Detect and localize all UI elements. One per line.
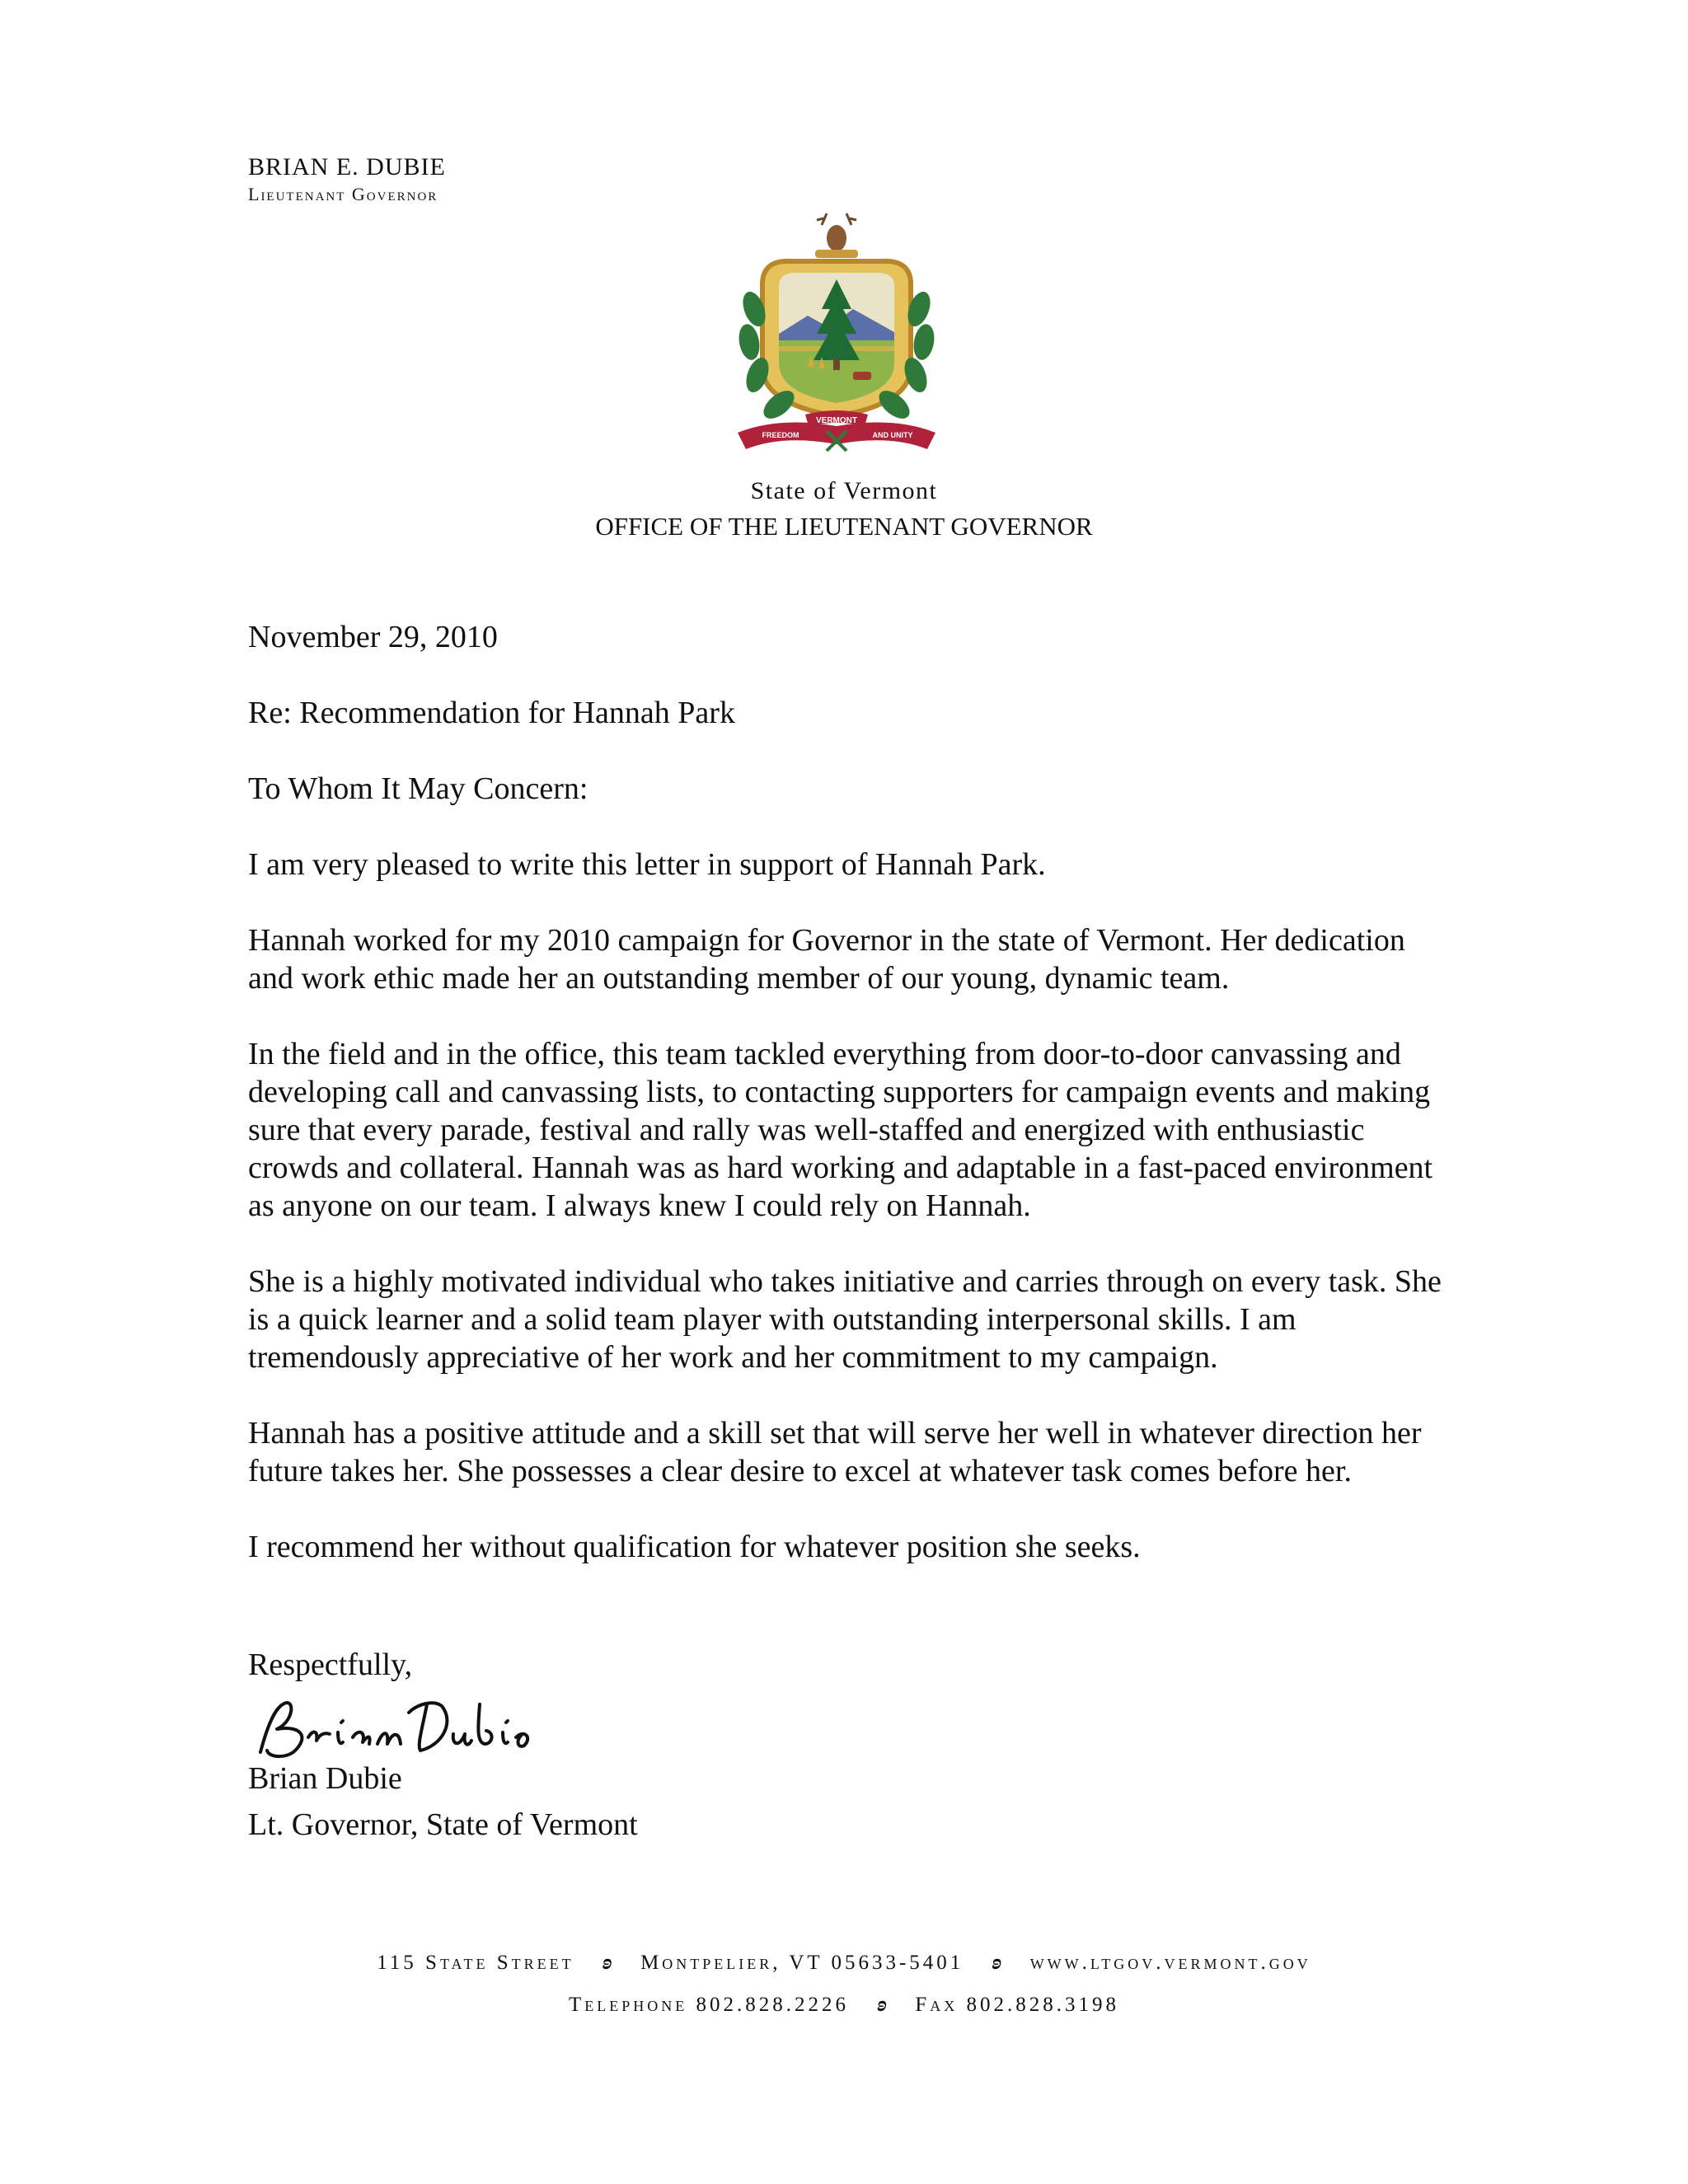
footer-city: Montpelier, VT 05633-5401 (640, 1952, 964, 1974)
letter-closing: Respectfully, (248, 1647, 413, 1682)
letter-date: November 29, 2010 (248, 620, 498, 654)
letter-paragraph: I recommend her without qualification for whatever position she seeks. (248, 1530, 1141, 1564)
vermont-seal (729, 210, 944, 462)
footer-contact-line (0, 1992, 1688, 2017)
vermont-seal-icon (729, 210, 944, 462)
letterhead-title: Lieutenant Governor (248, 184, 438, 204)
letter-salutation: To Whom It May Concern: (248, 771, 588, 806)
footer-telephone: Telephone 802.828.2226 (568, 1994, 849, 2016)
letterhead-name: BRIAN E. DUBIE (248, 153, 446, 180)
office-name: OFFICE OF THE LIEUTENANT GOVERNOR (595, 512, 1093, 541)
handwritten-signature (244, 1680, 541, 1770)
letter-paragraph: Hannah worked for my 2010 campaign for Governor in the state of Vermont. Her dedication and work ethic made her an outstanding member of our young, dynamic team. (248, 923, 1405, 996)
letter-paragraph: I am very pleased to write this letter in support of Hannah Park. (248, 847, 1046, 882)
letter-paragraph: She is a highly motivated individual who takes initiative and carries through on every task. She is a quick learner and a solid team player with outstanding interpersonal skills. I am tremendously appreciative of her work and her commitment to my campaign. (248, 1264, 1442, 1375)
footer-address-line (0, 1950, 1688, 1975)
footer-fax: Fax 802.828.3198 (915, 1994, 1120, 2016)
ribbon-left-text: FREEDOM (762, 431, 799, 439)
signer-name: Brian Dubie (248, 1761, 402, 1796)
ribbon-right-text: AND UNITY (872, 431, 913, 439)
ribbon-center-text: VERMONT (816, 416, 857, 425)
letter-paragraph: In the field and in the office, this team tackled everything from door-to-door canvassing and developing call and canvassing lists, to contacting supporters for campaign events and making sure that every parade, festival and rally was well-staffed and energized with enthusiastic crowds and collateral. Hannah was as hard working and adaptable in a fast-paced environment as anyone on our team. I always knew I could rely on Hannah. (248, 1037, 1433, 1223)
footer-separator-icon: ʚ (602, 1950, 612, 1974)
footer-website-link[interactable]: www.ltgov.vermont.gov (1029, 1952, 1311, 1974)
signer-title: Lt. Governor, State of Vermont (248, 1807, 638, 1842)
signature-icon (244, 1680, 541, 1770)
footer-street: 115 State Street (377, 1952, 574, 1974)
cow-icon (853, 372, 871, 380)
letter-body (248, 618, 1443, 1604)
state-name: State of Vermont (750, 477, 938, 504)
letter-paragraph: Hannah has a positive attitude and a skill set that will serve her well in whatever direction her future takes her. She possesses a clear desire to excel at whatever task comes before her. (248, 1416, 1422, 1488)
footer-separator-icon: ʚ (992, 1950, 1002, 1974)
deer-crest-icon (815, 213, 858, 258)
footer-separator-icon: ʚ (877, 1992, 888, 2016)
letter-subject: Re: Recommendation for Hannah Park (248, 696, 735, 730)
